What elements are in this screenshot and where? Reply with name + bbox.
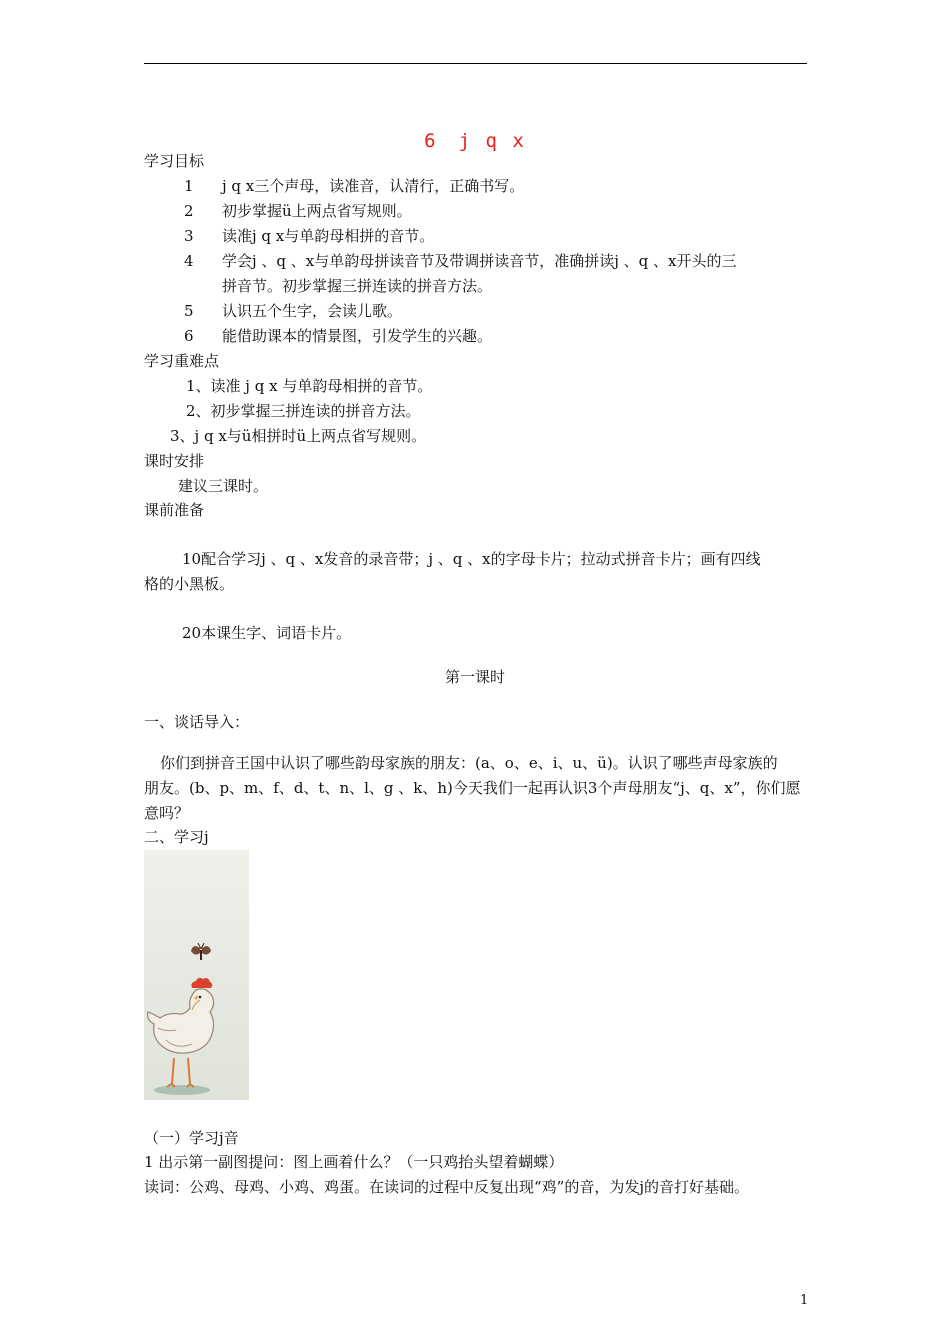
part1-paragraph-line2: 朋友。(b、p、m、f、d、t、n、l、g 、k、h)今天我们一起再认识3个声母朋友“j、q、x”，你们愿 — [144, 779, 801, 797]
goal-item-4: 4 学会j 、q 、x与单韵母拼读音节及带调拼读音节，准确拼读j 、q 、x开头的三 — [184, 252, 737, 270]
schedule-heading: 课时安排 — [144, 452, 205, 470]
difficulty-heading: 学习重难点 — [144, 352, 220, 370]
schedule-text: 建议三课时。 — [178, 477, 269, 495]
difficulty-item-1: 1、读准 j q x 与单韵母相拼的音节。 — [186, 377, 433, 395]
goal-item-5: 5 认识五个生字，会读儿歌。 — [184, 302, 403, 320]
goal-item-4-continuation: 拼音节。初步掌握三拼连读的拼音方法。 — [222, 277, 493, 295]
hen-illustration-svg — [144, 850, 249, 1100]
goals-heading: 学习目标 — [144, 152, 205, 170]
part1-paragraph-line1: 你们到拼音王国中认识了哪些韵母家族的朋友：(a、o、e、i、u、ü)。认识了哪些声母家族的 — [160, 754, 778, 772]
sub1-heading: （一）学习j音 — [144, 1129, 239, 1147]
goal-item-3: 3 读准j q x与单韵母相拼的音节。 — [184, 227, 435, 245]
sub1-line-1: 1 出示第一副图提问：图上画着什么？（一只鸡抬头望着蝴蝶） — [144, 1153, 564, 1171]
header-rule — [144, 63, 807, 64]
difficulty-item-2: 2、初步掌握三拼连读的拼音方法。 — [186, 402, 421, 420]
part1-heading: 一、谈话导入： — [144, 713, 250, 731]
butterfly-icon — [191, 943, 211, 960]
prep-item-1: 10配合学习j 、q 、x发音的录音带；j 、q 、x的字母卡片；拉动式拼音卡片；画有四线 — [182, 550, 761, 568]
goal-item-1: 1 j q x三个声母，读准音，认清行，正确书写。 — [184, 177, 525, 195]
part1-paragraph-line3: 意吗？ — [144, 804, 190, 822]
goal-item-6: 6 能借助课本的情景图，引发学生的兴趣。 — [184, 327, 493, 345]
sub1-line-2: 读词：公鸡、母鸡、小鸡、鸡蛋。在读词的过程中反复出现“鸡”的音，为发j的音打好基础。 — [144, 1178, 749, 1196]
prep-item-2: 20本课生字、词语卡片。 — [182, 624, 352, 642]
page-number: 1 — [800, 1293, 809, 1308]
difficulty-item-3: 3、j q x与ü相拼时ü上两点省写规则。 — [170, 427, 427, 445]
goal-item-2: 2 初步掌握ü上两点省写规则。 — [184, 202, 412, 220]
lesson-title: 6 j q x — [424, 130, 526, 152]
part2-heading: 二、学习j — [144, 828, 209, 846]
lesson-heading: 第一课时 — [444, 668, 505, 686]
prep-item-1-continuation: 格的小黑板。 — [144, 575, 235, 593]
hen-icon — [148, 978, 214, 1095]
prep-heading: 课前准备 — [144, 501, 205, 519]
hen-butterfly-illustration — [144, 850, 249, 1100]
